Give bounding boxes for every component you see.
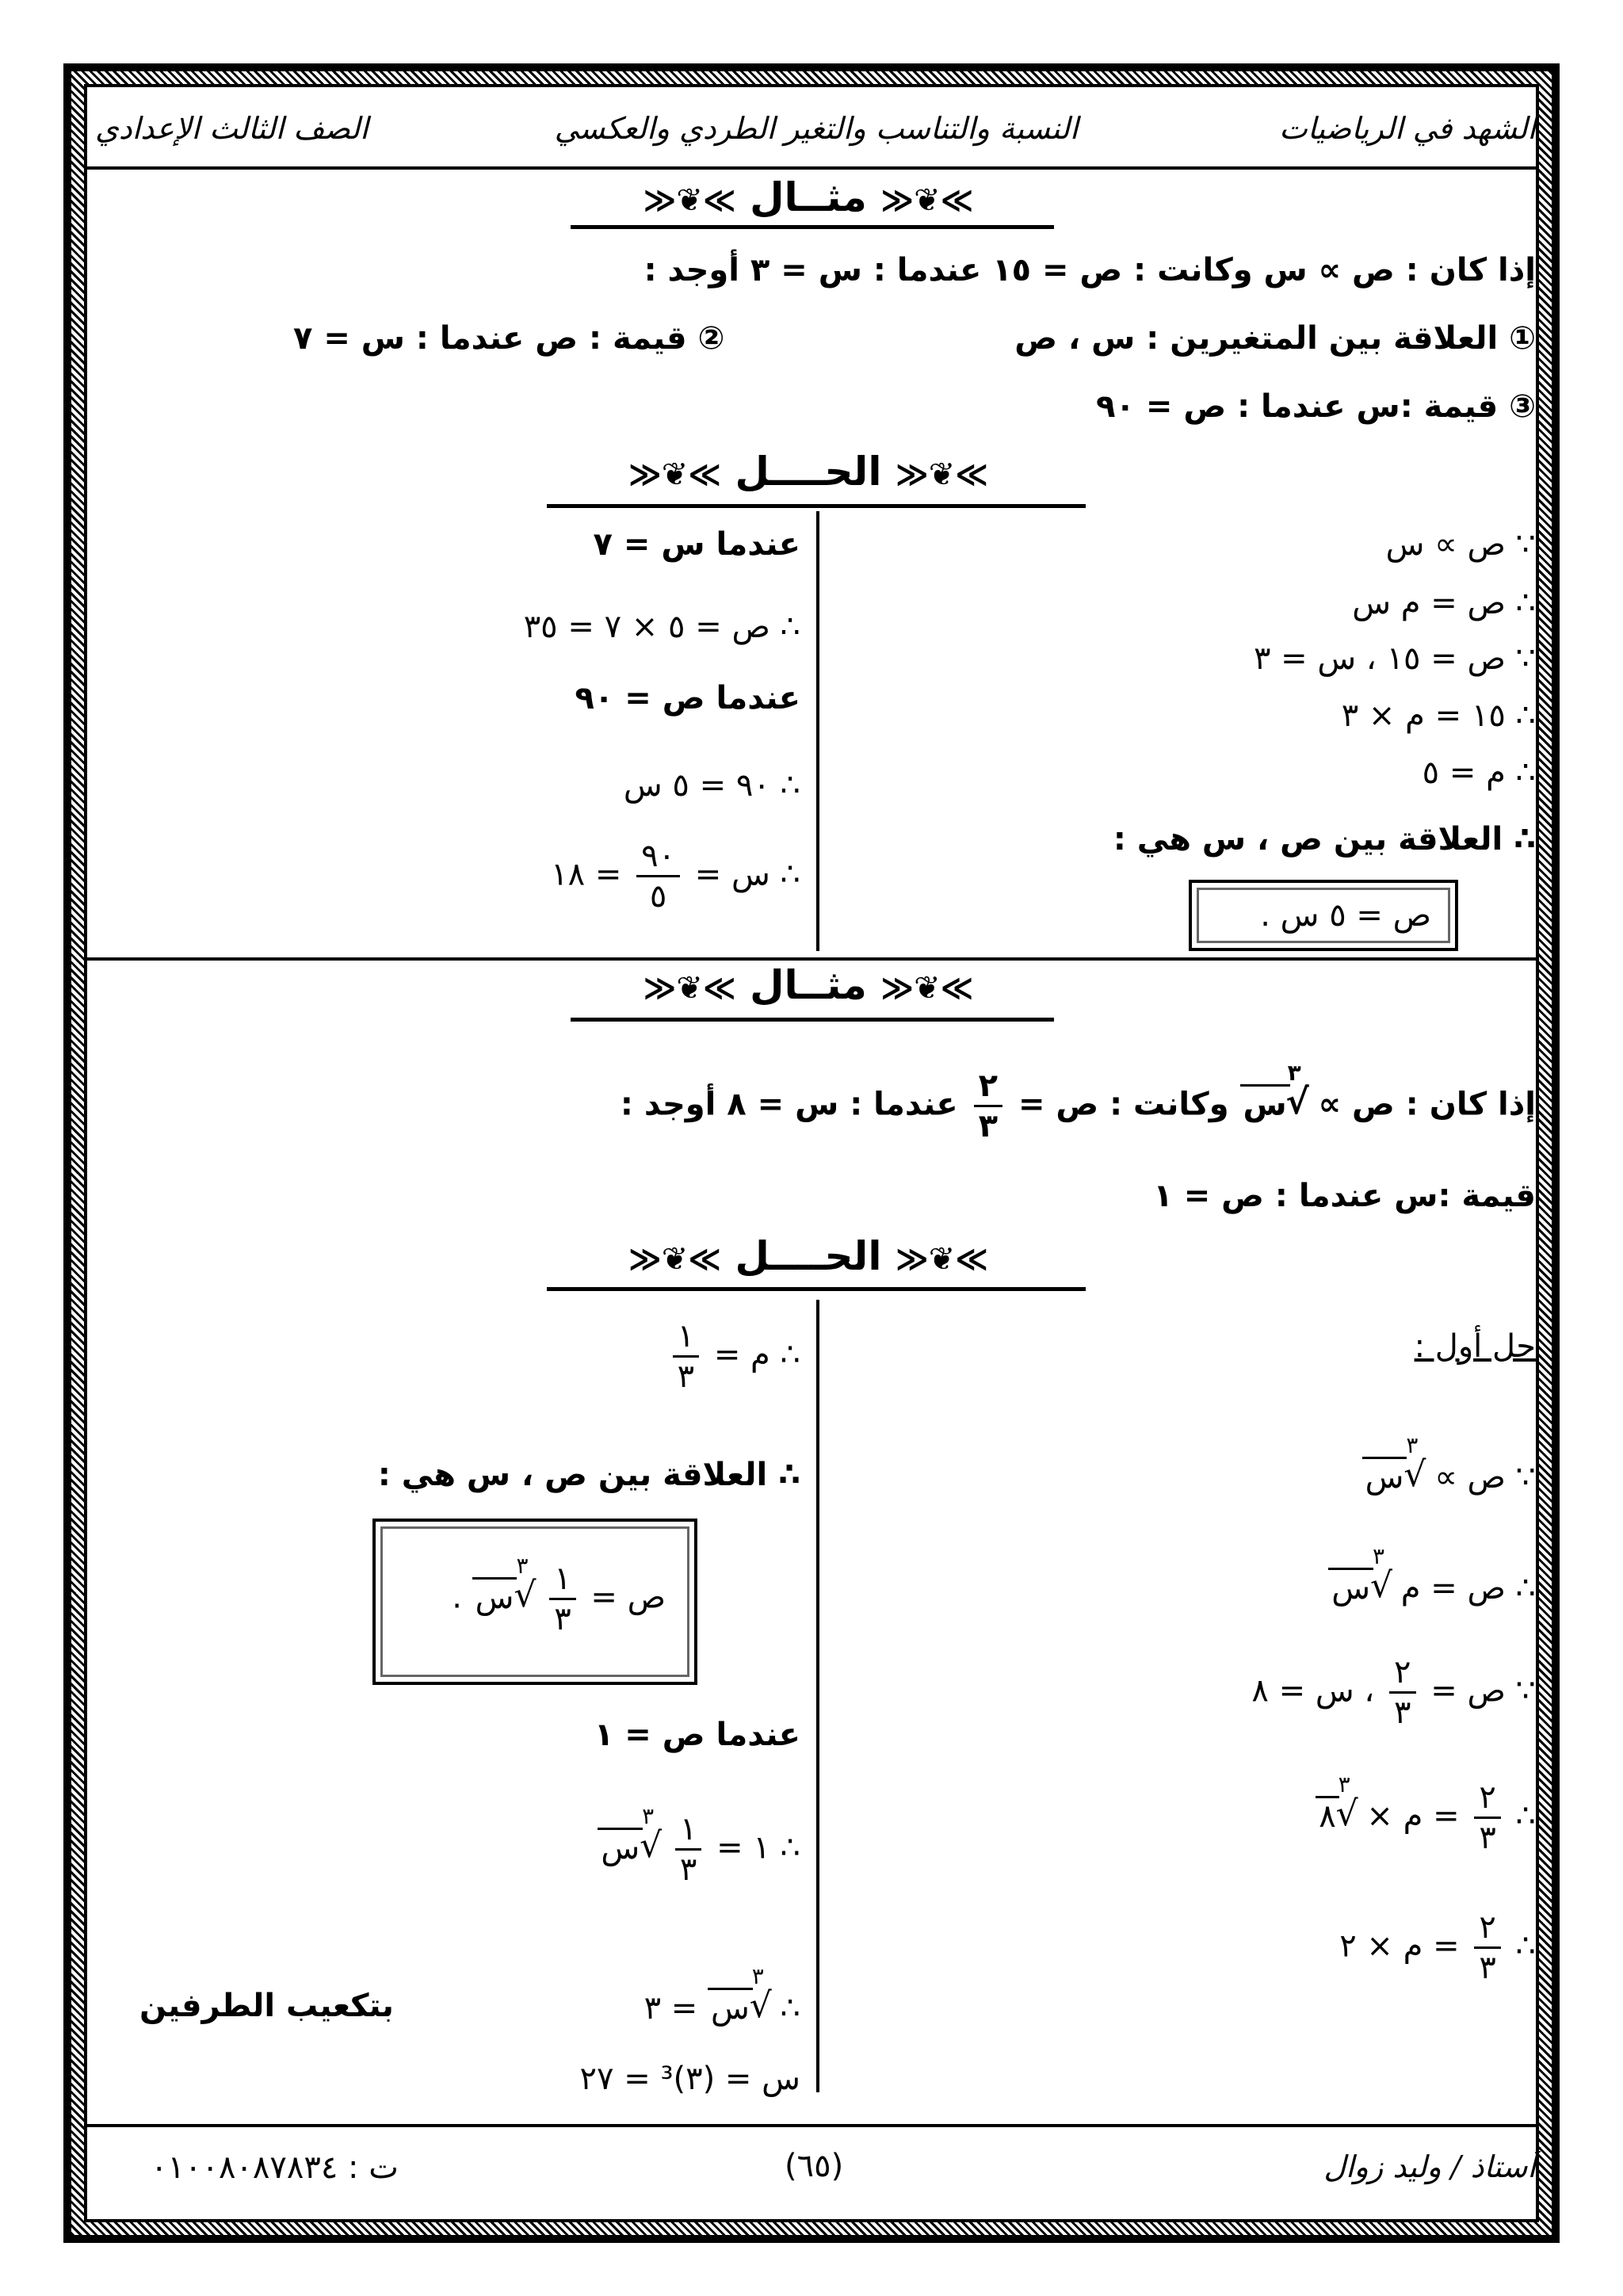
ex1-l3: عندما ص = ٩٠ (575, 680, 800, 716)
answer-box (372, 1519, 697, 1685)
fraction: $\frac{٢}{٣}$ (1474, 1912, 1500, 1984)
solution2-title: ≫❦≪ الحــــل ≫❦≪ (628, 1233, 989, 1279)
example1-q1: ① العلاقة بين المتغيرين : س ، ص (1014, 320, 1536, 357)
ornament-icon: ≫❦≪ (643, 970, 736, 1007)
ornament-icon: ≫❦≪ (880, 182, 974, 219)
footer-phone: ت : ٠١٠٠٨٠٨٧٨٣٤ (151, 2149, 399, 2186)
example1-problem: إذا كان : ص ∝ س وكانت : ص = ١٥ عندما : س = ٣ أوجد : (643, 252, 1536, 288)
cube-root: √ ٣ س (708, 1988, 753, 2027)
header-right: الشهد في الرياضيات (1279, 111, 1536, 146)
fraction: $\frac{١}{٣}$ (549, 1563, 575, 1635)
first-solution-label: حل أول : (1414, 1328, 1536, 1365)
fraction: $\frac{١}{٣}$ (673, 1320, 699, 1392)
example1-q2: ② قيمة : ص عندما : س = ٧ (293, 320, 725, 357)
ex2-l5-note: بتكعيب الطرفين (139, 1988, 394, 2024)
cube-root: √ ٣ س (598, 1828, 643, 1866)
example2-q: قيمة :س عندما : ص = ١ (1153, 1178, 1536, 1214)
title-underline (547, 1287, 1086, 1291)
header-center: النسبة والتناسب والتغير الطردي والعكسي (554, 111, 1079, 146)
ex1-r6: ∴ العلاقة بين ص ، س هي : (1113, 821, 1536, 858)
ex1-r5: ∴ م = ٥ (1422, 755, 1536, 791)
ex2-l2: ∴ العلاقة بين ص ، س هي : (377, 1457, 800, 1493)
ex2-r1: ∵ ص ∝ √ ٣ س (1362, 1457, 1536, 1496)
ornament-icon: ≫❦≪ (628, 457, 722, 493)
cube-root: √ ٣ ٨ (1316, 1796, 1338, 1835)
example2-title: ≫❦≪ مثــال ≫❦≪ (643, 962, 974, 1008)
answer-box (1189, 880, 1458, 951)
cube-root: √ ٣ س (1328, 1568, 1373, 1606)
example1-title: ≫❦≪ مثــال ≫❦≪ (643, 174, 974, 220)
ex1-l5: ∴ س = $\frac{٩٠}{٥}$ = ١٨ (551, 838, 800, 915)
title-underline (571, 225, 1054, 229)
ornament-icon: ≫❦≪ (895, 457, 989, 493)
example2-problem: إذا كان : ص ∝ √ ٣ س وكانت : ص = $\frac{٢}{٣}$ عندما : س = ٨ أوجد : (621, 1070, 1536, 1142)
ex2-r2: ∴ ص = م √ ٣ س (1328, 1568, 1536, 1606)
cube-root: √ ٣ س (1362, 1457, 1407, 1496)
ex2-l1: ∴ م = $\frac{١}{٣}$ (668, 1320, 800, 1392)
title-underline (571, 1018, 1054, 1022)
column-divider (816, 511, 819, 951)
ex2-r3: ∵ ص = $\frac{٢}{٣}$ ، س = ٨ (1251, 1654, 1536, 1731)
column-divider (816, 1300, 819, 2092)
ex2-r5: ∴ $\frac{٢}{٣}$ = م × ٢ (1339, 1909, 1536, 1986)
ex2-l3: عندما ص = ١ (594, 1717, 800, 1753)
answer-text: ص = ٥ س . (1260, 897, 1431, 934)
section-rule (84, 957, 1539, 961)
ex2-l4: ∴ ١ = $\frac{١}{٣}$ √ ٣ س (598, 1813, 800, 1885)
title-underline (547, 504, 1086, 508)
ex1-r3: ∵ ص = ١٥ ، س = ٣ (1253, 640, 1536, 677)
cube-root: √ ٣ س (472, 1577, 517, 1616)
ex1-l2: ∴ ص = ٥ × ٧ = ٣٥ (523, 609, 800, 645)
footer-teacher: أستاذ / وليد زوال (1323, 2149, 1536, 2184)
ornament-icon: ≫❦≪ (643, 182, 736, 219)
header-rule (84, 166, 1539, 170)
ex1-l1: عندما س = ٧ (593, 526, 800, 563)
footer-rule (84, 2124, 1539, 2127)
ornament-icon: ≫❦≪ (895, 1241, 989, 1278)
ornament-icon: ≫❦≪ (880, 970, 974, 1007)
fraction: $\frac{٢}{٣}$ (1474, 1782, 1500, 1854)
solution1-title: ≫❦≪ الحــــل ≫❦≪ (628, 449, 989, 495)
ex2-l6: س = (٣)³ = ٢٧ (579, 2061, 800, 2097)
ex2-l5: ∴ √ ٣ س = ٣ (644, 1988, 800, 2027)
ex2-r4: ∴ $\frac{٢}{٣}$ = م × √ ٣ ٨ (1316, 1782, 1536, 1854)
ex1-r1: ∵ ص ∝ س (1385, 526, 1536, 563)
cube-root: √ ٣ س (1240, 1084, 1290, 1123)
ex1-r4: ∴ ١٥ = م × ٣ (1341, 697, 1536, 734)
example1-q3: ③ قيمة :س عندما : ص = ٩٠ (1096, 388, 1536, 425)
fraction: $\frac{٢}{٣}$ (1389, 1656, 1415, 1729)
ornament-icon: ≫❦≪ (628, 1241, 722, 1278)
answer-text: ص = $\frac{١}{٣}$ √ ٣ س . (452, 1563, 666, 1635)
fraction: $\frac{٩٠}{٥}$ (636, 840, 680, 912)
header-left: الصف الثالث الإعدادي (95, 111, 369, 146)
fraction: $\frac{١}{٣}$ (675, 1813, 701, 1885)
fraction: $\frac{٢}{٣}$ (974, 1070, 1002, 1142)
ex1-l4: ∴ ٩٠ = ٥ س (623, 767, 800, 804)
page-number: (٦٥) (785, 2148, 844, 2184)
ex1-r2: ∴ ص = م س (1352, 585, 1536, 621)
